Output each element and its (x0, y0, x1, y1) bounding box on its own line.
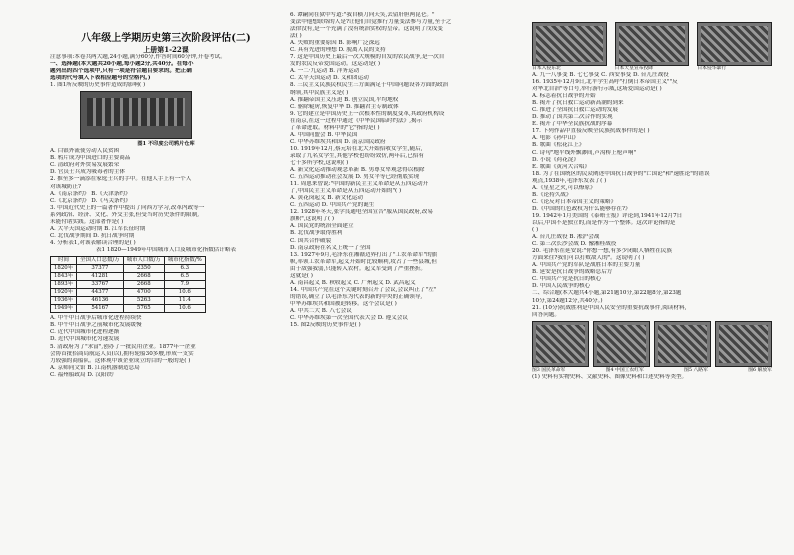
text-line: B. 北伐战争取得胜利 (290, 230, 343, 237)
figure-3-photo (532, 321, 589, 367)
question-text: 未能付诸实践。这部著作是( ) (50, 218, 124, 225)
text-line: B. 揭开了抗日救亡运动新高潮的到来 (532, 100, 624, 107)
text-line: D. 中国人民战争的核心 (532, 283, 591, 290)
figure-6-caption: 图6 解放军 (748, 367, 772, 373)
table-cell: 6.3 (164, 265, 205, 273)
figure-3-caption: 图3 国民革命军 (532, 367, 566, 373)
option: C. 清政府对外贸易发展繁荣 (50, 162, 120, 169)
text-line: C. 中华苏维埃共和国 D. 南京国民政府 (290, 138, 386, 145)
section-one-heading-line: 选项的代号填入下表相应题号的空格内。) (50, 75, 151, 82)
table-row (51, 297, 206, 305)
exam-title: 八年级上学期历史第三次阶段评估(二) (81, 33, 251, 44)
figure-4-photo (593, 321, 650, 367)
text-line: 10分,第24题12分,共40分。) (532, 297, 603, 304)
text-line: A. 新文化运动推动观念革新 B. 男尊女卑观念得以根除 (290, 167, 425, 174)
text-line: C. 中华苏维埃第一次全国代表大会 D. 遵义会议 (290, 315, 408, 322)
text-line: 方面来往?我们可以打败敌人的"。这说明了( ) (532, 255, 645, 262)
table-1 (50, 256, 206, 313)
option: B. 甲午中日战争之前城市化发展缓慢 (50, 322, 142, 329)
table-cell: 4700 (123, 289, 164, 297)
text-line: C. 驱除鞑虏,恢复中华 D. 推翻君主专制政体 (290, 103, 399, 110)
text-line: C. 第三次长沙会战 D. 豫湘桂战役 (532, 241, 617, 248)
text-line: 的错误,确立了以毛泽东为代表的新的中央的正确领导, (290, 293, 423, 300)
text-line: 17. 下列作品中直接反映全民族抗战事件的是( ) (532, 128, 650, 135)
text-line: E. 歌曲《黄河大合唱》 (532, 163, 590, 170)
figure-captions (532, 367, 772, 374)
table-cell: 5263 (123, 297, 164, 305)
question-2: 2. 推至多一滴添在家庭士兵的手中。在他人手上有一个人 (50, 176, 192, 183)
text-line: 由于敌强我弱,只能转入农村。起义军受到了严重挫折。 (290, 265, 427, 272)
text-line: A. 中共二大 B. 八七会议 (290, 307, 352, 314)
text-line: 观点,1938年,毛泽东发表了( ) (532, 177, 607, 184)
text-line: 中华苏维埃共和国被迫转移。这个会议是( ) (290, 300, 397, 307)
text-line: B. 延安是抗日战争的战略总后方 (532, 269, 613, 276)
table-row (51, 281, 206, 289)
table-cell: 10.6 (164, 289, 205, 297)
text-line: 9. 它的建立是中国历史上一次根本性的制度变革,其政府机构设 (290, 110, 445, 117)
question-text: 对该城防止? (50, 183, 81, 190)
text-line: A. 黄花岗起义 B. 新文化运动 (290, 195, 363, 202)
table-cell: 10.6 (164, 305, 205, 313)
figure-2c (697, 22, 772, 72)
text-line: 这就是( ) (290, 272, 313, 279)
text-line: 18. 为了在国统区的民众阐述中国抗日战争的"亡国论"和"速胜论"的错误 (532, 170, 710, 177)
question-21-part-1: (1) 史料有实物史料、文献史料、图像史料和口述史料等类型。 (532, 373, 688, 380)
table-cell: 33767 (77, 281, 124, 289)
question-text: 系列政治、经济、文化、外交主张,但受当时历史条件的限制, (50, 211, 199, 218)
text-line: D. 推动了国共第二次合作的实现 (532, 114, 613, 121)
question-text: 会协首批招商局航运人员(以),拥有轮船30多艘,形成一支实 (50, 350, 194, 357)
text-line: A. 南昌起义 B. 秋收起义 C. 广州起义 D. 武昌起义 (290, 279, 416, 286)
text-line: B. 歌曲《松花江上》 (532, 142, 585, 149)
option: A. 京师同文馆 B. 江南机器制造总局 (50, 364, 140, 371)
figure-1-image (80, 91, 192, 139)
question-1: 1. 图1所反映的历史事件造成的影响( ) (50, 82, 146, 89)
text-line: 7. 这是中国历史上最后一次大规模的自发的农民战争,是一次自 (290, 54, 445, 61)
option: C. 近代中国城市化进程逐渐 (50, 329, 120, 336)
section-one-heading-line: 题列出的四个选项中,只有一项是符合题目要求的。把正确 (50, 68, 192, 75)
text-line: 帜,率领工农革命军,起义开始时比较顺利,攻占了一些县城,但 (290, 258, 437, 265)
text-line: 回答问题。 (532, 311, 560, 318)
option: C. 福州船政局 D. 汉阳铁厂 (50, 371, 118, 378)
table-cell: 1893年 (51, 281, 77, 289)
text-line: 对华北自治"等口号,举行游行示威,这场爱国运动是( ) (532, 86, 662, 93)
text-line: 七十多所学校,这说明( ) (290, 159, 349, 166)
table-row (51, 273, 206, 281)
text-line: A. 九一八事变 B. 七七事变 C. 西安事变 D. 台儿庄战役 (532, 72, 669, 78)
table-cell: 46136 (77, 297, 124, 305)
table-cell: 1820年 (51, 265, 77, 273)
text-line: 旗帜",这说明了( ) (290, 216, 335, 223)
text-line: 13. 1927年9月,毛泽东在湘赣边界打出了"工农革命军"的旗 (290, 251, 438, 258)
text-line: A. 电影《孙中山》 (532, 135, 579, 142)
photo (532, 22, 607, 66)
text-line: C. 具有先进的理想 D. 脱离人民的支持 (290, 47, 386, 54)
figure-5-caption: 图5 八路军 (684, 367, 708, 373)
table-cell: 7.9 (164, 281, 205, 289)
text-line: 了,中国民主主义革命是从五四运动开始的"( ) (290, 188, 402, 195)
table-cell: 11.4 (164, 297, 205, 305)
text-line: D. 小说《荷花淀》 (532, 156, 579, 163)
text-line: A.《星星之火,可以燎原》 (532, 184, 596, 191)
text-line: 15. 图2反映的历史事件是( ) (290, 322, 361, 329)
text-line: C. 五四运动 D. 中国共产党的诞生 (290, 202, 375, 209)
figure-4-caption: 图4 中国工农红军 (605, 367, 644, 373)
column-middle (290, 12, 525, 329)
text-line: 19. 1942年1月美国的《泰晤士报》评论到,1941年12月7日 (532, 212, 683, 219)
text-line: 21. (10分)抗战胜利是中国人民安全的重要抗战事件,阅读材料, (532, 304, 687, 311)
image-caption: 日本入侵东北 (532, 66, 561, 71)
text-line: A. 国民党的统治全面建立 (290, 223, 354, 230)
photo (697, 22, 772, 66)
figure-2-images (532, 12, 772, 72)
figure-2a (532, 22, 607, 72)
text-line: D. 南京政府在名义上统一了全国 (290, 244, 371, 251)
text-line: E. 揭开了中华全民族抗战的序幕 (532, 121, 613, 128)
text-line: 14. 中国共产党在这个关键时刻召开了会议,会议纠正了"左" (290, 286, 437, 293)
text-line: 法( ) (290, 33, 302, 40)
exam-subtitle: 上册第1-22课 (143, 45, 189, 54)
notice-line: 注意事项:本卷共两大题,24小题,满分60分,作答时间60分钟,开卷考试。 (50, 54, 226, 60)
figures-3-6 (532, 321, 772, 367)
table-row (51, 289, 206, 297)
table-cell: 1920年 (51, 289, 77, 297)
table-cell: 1949年 (51, 305, 77, 313)
question-3: 3. 中国近代史上的一篇著作中提出了向西方学习,改革内政等一 (50, 204, 205, 211)
text-line: C. 诗句"地平线外飘渺间,芦沟桥上枪声响" (532, 149, 637, 156)
photo (615, 22, 690, 66)
table-cell: 2668 (123, 273, 164, 281)
table-cell: 37377 (77, 265, 124, 273)
option: D. 近代中国城市化匀速发展 (50, 336, 120, 343)
text-line: 10. 1919年12月,蔡元培在北大开始招收女学生,随后, (290, 145, 423, 152)
text-line: 录取了九名女学生,其他学校也纷纷效仿,两年后,已招有 (290, 152, 424, 159)
text-line: C. 五四运动推动社会发展 D. 男女平等已经彻底实现 (290, 174, 420, 181)
text-line: 8. 三民主义民族民权民生三方面满足于中国问题设各方面的政治 (290, 82, 449, 89)
text-line: 11. 周恩来曾说:"中国的新民主主义革命是从五四运动开 (290, 181, 429, 188)
figure-2b (615, 22, 690, 72)
section-one-heading: 一、选择题(本大题共20小题,每小题2分,共40分。在每小 (50, 61, 194, 68)
text-line: 法律没有,是一个充满了没有统治实权的皇帝。这说明了戊戌变 (290, 26, 443, 33)
option: B. 鸦片成为中国进口的主要商品 (50, 155, 131, 162)
option: A. 甲午中日战争后城市化进程持续快 (50, 315, 142, 322)
table-cell: 44377 (77, 289, 124, 297)
text-line: B.《论持久战》 (532, 191, 572, 198)
table-header: 城市化指数/% (164, 256, 205, 264)
question-4: 4. 分析表1,对该表解读合理的是( ) (50, 239, 136, 246)
text-line: ( ) (532, 227, 539, 234)
option: A. 大平天国运动时期 B. 江军长征时期 (50, 225, 146, 232)
text-line: 变法中他想联络的人是?让他们自觉推行力量变法参与力量,至于之 (290, 19, 452, 26)
question-text: 力较强的商船队。这体现中该企业成立的目的一般的是( ) (50, 357, 191, 364)
table-cell: 6.5 (164, 273, 205, 281)
text-line: 了革命进取。材料中的"它"指的是( ) (290, 124, 380, 131)
table-cell: 54167 (77, 305, 124, 313)
table-cell: 41281 (77, 273, 124, 281)
table-header: 城市人口数/万 (123, 256, 164, 264)
text-line: 16. 1935年12月9日,北平学生高呼"打倒日本帝国主义""反 (532, 79, 678, 86)
text-line: 纲领,其中民族主义是( ) (290, 89, 349, 96)
text-line: 发的农民反帝爱国运动。这运动是( ) (290, 61, 381, 68)
image-caption: 日本天皇宣布投降 (614, 66, 654, 71)
text-line: A. 标志着抗日战争的开始 (532, 93, 596, 100)
table-header: 时间 (51, 256, 77, 264)
text-line: 20. 毛泽东在延安说:"你想一想,有多少闭眼人牺牲在民族 (532, 248, 672, 255)
figure-5-photo (654, 321, 711, 367)
text-line: 二、综合题(本大题共4小题,第21题10分,第22题8分,第23题 (532, 290, 682, 297)
text-line: A. 一二·九运动 B. 洋务运动 (290, 68, 360, 75)
figure-1-caption: 图1 不印度公司鸦片仓库 (137, 141, 195, 148)
option: C.《北京条约》 D.《马关条约》 (50, 197, 131, 204)
column-left (50, 12, 282, 379)
text-line: D.《中国的红色政权为什么能够存在?》 (532, 205, 631, 212)
text-line: 以后,中国不是独立的,而是作为一个整体。这次评论指的是 (532, 219, 676, 226)
table-row (51, 265, 206, 273)
text-line: A. 中国同盟会 B. 中华民国 (290, 131, 358, 138)
option: D. 官员士兵成为吸毒者的主体 (50, 169, 125, 176)
table-cell: 2668 (123, 281, 164, 289)
text-line: C. 中国共产党是抗日的核心 (532, 276, 602, 283)
question-5: 5. 清政府为了"求富",创办了一批民用企业。1877年一企业 (50, 343, 196, 350)
text-line: A. 中国共产党的军队是战胜日本的主要力量 (532, 262, 641, 269)
text-line: C.《论反对日本帝国主义的策略》 (532, 198, 617, 205)
table-cell: 1843年 (51, 273, 77, 281)
text-line: C. 太平天国运动 D. 义和团运动 (290, 75, 369, 82)
text-line: C. 推进了全国抗日救亡运动的发展 (532, 107, 618, 114)
image-caption: 日本侵华暴行 (697, 66, 727, 71)
text-line: A. 推翻帝国主义压迫 B. 创立民国,平均地权 (290, 96, 399, 103)
text-line: A. 失败的重要原因 B. 影响广泛深远 (290, 40, 380, 47)
figure-6-photo (715, 321, 772, 367)
table-header-row (51, 256, 206, 264)
option: A. 白银外流使劳动人民贫困 (50, 148, 120, 155)
column-right (532, 12, 772, 381)
text-line: 6. 谭嗣同在狱中写道:"我自横刀向天笑,去留肝胆两昆仑。" (290, 12, 435, 18)
text-line: A. 台儿庄战役 B. 淞沪会战 (532, 234, 600, 241)
option: A.《南京条约》 B.《天津条约》 (50, 190, 131, 197)
table-row (51, 305, 206, 313)
table-cell: 2350 (123, 265, 164, 273)
text-line: 在南京,在这一过程中通过《中华民国临时约法》,揭示 (290, 117, 423, 124)
table-cell: 5765 (123, 305, 164, 313)
option: C. 北伐战争期间 D. 抗日战争时期 (50, 232, 135, 239)
table-cell: 1936年 (51, 297, 77, 305)
table-1-title: 表1 1820—1949年中国城市人口及城市化指数估计略表 (95, 246, 237, 253)
table-header: 全国人口总数/万 (77, 256, 124, 264)
text-line: 12. 1928年冬天,张学良通电全国宣告"服从国民政府,改易 (290, 209, 433, 216)
text-line: C. 国共合作破裂 (290, 237, 332, 244)
